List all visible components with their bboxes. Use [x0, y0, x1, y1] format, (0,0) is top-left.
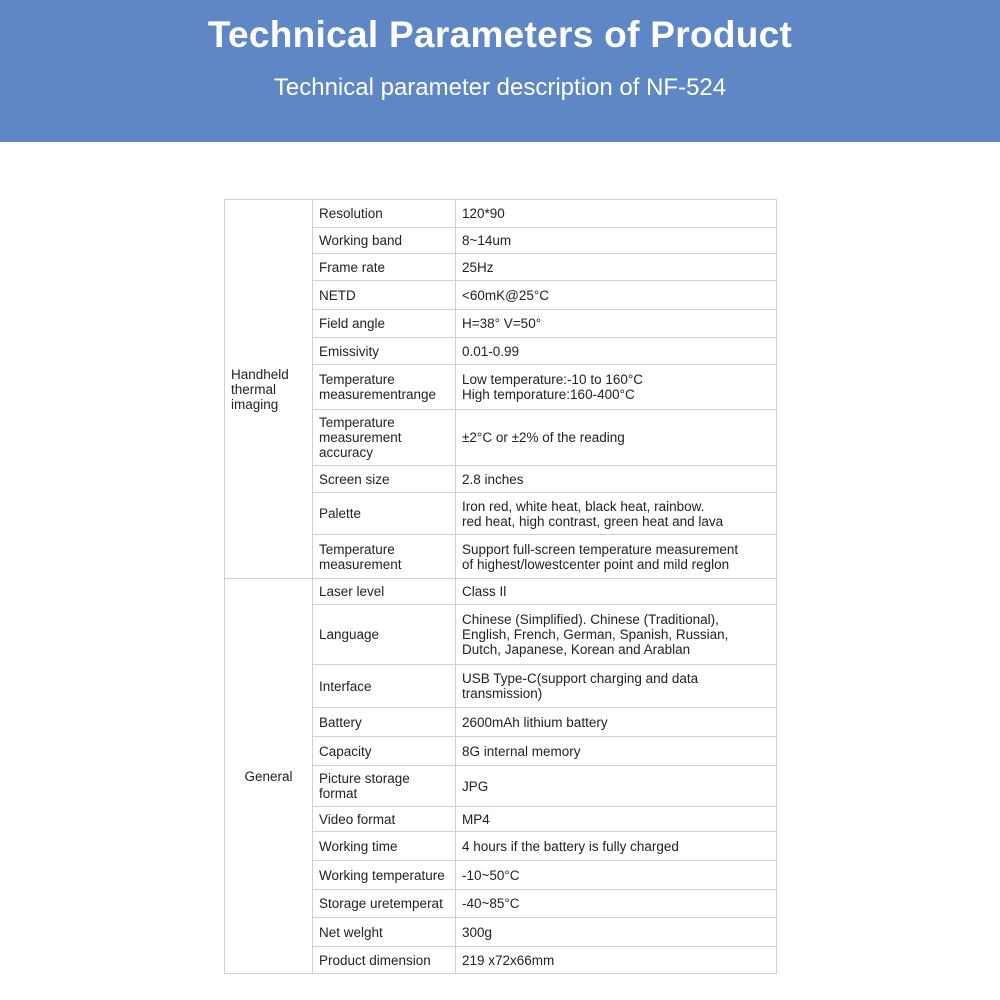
table-row — [225, 579, 777, 605]
param-value: Low temperature:-10 to 160°C High temporature:160-400°C — [456, 365, 777, 410]
param-value: 300g — [456, 918, 777, 947]
param-value: 120*90 — [456, 200, 777, 228]
param-name: Storage uretemperat — [313, 890, 456, 918]
param-value: 8~14um — [456, 228, 777, 254]
param-value: <60mK@25°C — [456, 281, 777, 310]
param-name: Working time — [313, 832, 456, 861]
param-value: 2.8 inches — [456, 466, 777, 493]
param-value: MP4 — [456, 807, 777, 832]
param-name: Capacity — [313, 737, 456, 766]
param-value: Chinese (Simplified). Chinese (Traditional), English, French, German, Spanish, Russian, Dutch, Japanese, Korean and Arablan — [456, 605, 777, 665]
param-value: -40~85°C — [456, 890, 777, 918]
param-name: Emissivity — [313, 338, 456, 365]
param-name: Screen size — [313, 466, 456, 493]
param-name: Interface — [313, 665, 456, 708]
param-value: 2600mAh lithium battery — [456, 708, 777, 737]
param-name: Temperature measurementrange — [313, 365, 456, 410]
param-name: Temperature measurement — [313, 535, 456, 579]
header-banner — [0, 0, 1000, 142]
param-value: H=38° V=50° — [456, 310, 777, 338]
param-name: Frame rate — [313, 254, 456, 281]
param-value: 4 hours if the battery is fully charged — [456, 832, 777, 861]
param-name: Picture storage format — [313, 766, 456, 807]
param-name: Net welght — [313, 918, 456, 947]
table-row — [225, 200, 777, 228]
page-subtitle: Technical parameter description of NF-524 — [273, 74, 727, 101]
param-value: Iron red, white heat, black heat, rainbow. red heat, high contrast, green heat and lava — [456, 493, 777, 535]
param-value: 0.01-0.99 — [456, 338, 777, 365]
param-value: 219 x72x66mm — [456, 947, 777, 974]
param-value: -10~50°C — [456, 861, 777, 890]
param-value: ±2°C or ±2% of the reading — [456, 410, 777, 466]
param-name: Language — [313, 605, 456, 665]
param-value: 8G internal memory — [456, 737, 777, 766]
spec-table — [224, 199, 777, 974]
param-name: Product dimension — [313, 947, 456, 974]
param-name: Working band — [313, 228, 456, 254]
section-label: General — [225, 579, 313, 974]
param-value: Support full-screen temperature measurement of highest/lowestcenter point and mild reglon — [456, 535, 777, 579]
param-value: JPG — [456, 766, 777, 807]
param-name: Palette — [313, 493, 456, 535]
param-name: Working temperature — [313, 861, 456, 890]
param-name: Resolution — [313, 200, 456, 228]
param-name: Battery — [313, 708, 456, 737]
param-name: Laser level — [313, 579, 456, 605]
param-name: Temperature measurement accuracy — [313, 410, 456, 466]
section-label: Handheld thermal imaging — [225, 200, 313, 579]
param-name: Field angle — [313, 310, 456, 338]
param-name: NETD — [313, 281, 456, 310]
param-value: USB Type-C(support charging and data transmission) — [456, 665, 777, 708]
param-name: Video format — [313, 807, 456, 832]
param-value: 25Hz — [456, 254, 777, 281]
page-title: Technical Parameters of Product — [207, 14, 793, 55]
param-value: Class Il — [456, 579, 777, 605]
